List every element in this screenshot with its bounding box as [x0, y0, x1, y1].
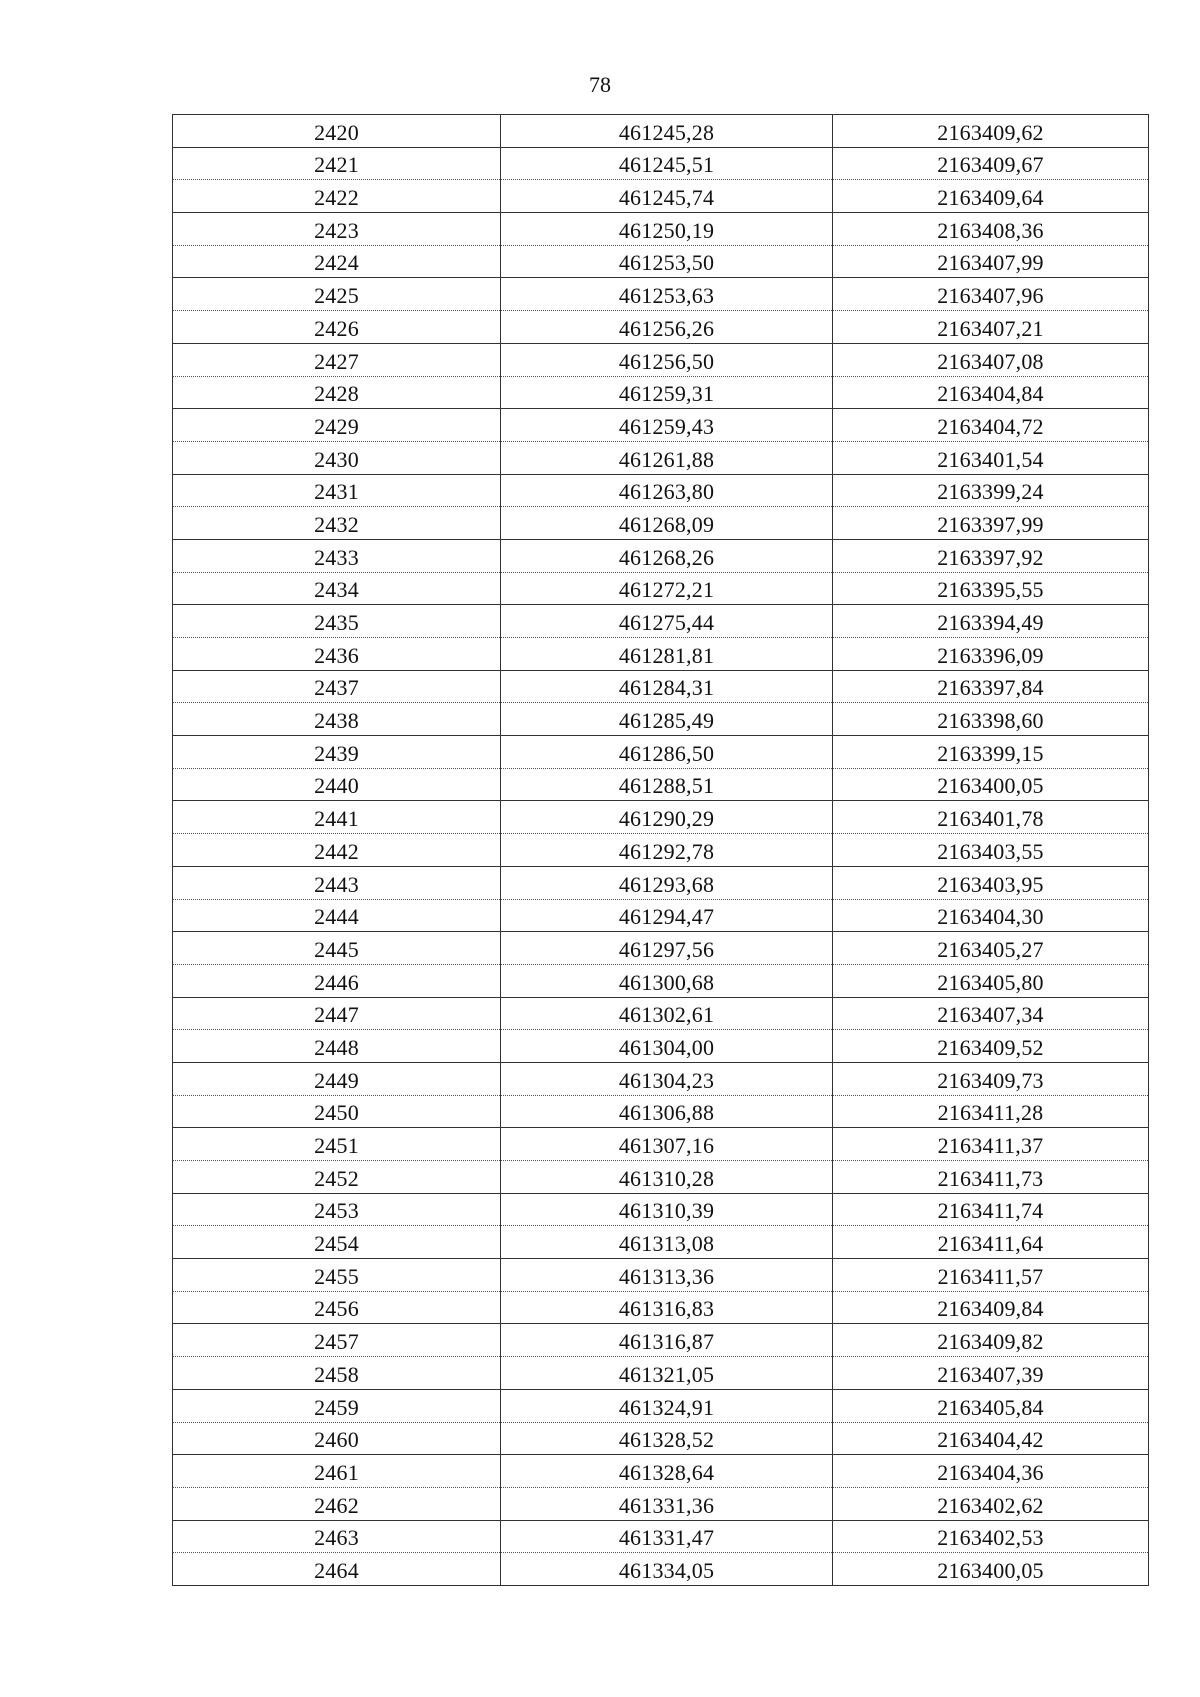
x-coordinate-cell: 461300,68	[501, 964, 833, 997]
x-coordinate-cell: 461253,50	[501, 245, 833, 278]
point-number-cell: 2438	[173, 703, 501, 736]
table-row	[173, 1062, 1149, 1095]
point-number-cell: 2447	[173, 997, 501, 1030]
y-coordinate-cell: 2163411,37	[833, 1128, 1149, 1161]
table-row	[173, 1095, 1149, 1128]
table-row	[173, 1161, 1149, 1194]
point-number-cell: 2440	[173, 768, 501, 801]
y-coordinate-cell: 2163403,95	[833, 866, 1149, 899]
table-row	[173, 736, 1149, 769]
y-coordinate-cell: 2163409,84	[833, 1291, 1149, 1324]
y-coordinate-cell: 2163411,28	[833, 1095, 1149, 1128]
x-coordinate-cell: 461256,50	[501, 343, 833, 376]
x-coordinate-cell: 461293,68	[501, 866, 833, 899]
x-coordinate-cell: 461245,74	[501, 180, 833, 213]
table-row	[173, 311, 1149, 344]
point-number-cell: 2449	[173, 1062, 501, 1095]
table-row	[173, 213, 1149, 246]
point-number-cell: 2424	[173, 245, 501, 278]
y-coordinate-cell: 2163404,36	[833, 1455, 1149, 1488]
coordinates-table-body	[173, 115, 1149, 1586]
y-coordinate-cell: 2163399,24	[833, 474, 1149, 507]
table-row	[173, 997, 1149, 1030]
point-number-cell: 2448	[173, 1030, 501, 1063]
table-row	[173, 115, 1149, 148]
table-row	[173, 572, 1149, 605]
y-coordinate-cell: 2163405,80	[833, 964, 1149, 997]
table-row	[173, 409, 1149, 442]
point-number-cell: 2457	[173, 1324, 501, 1357]
x-coordinate-cell: 461316,87	[501, 1324, 833, 1357]
table-row	[173, 1259, 1149, 1292]
point-number-cell: 2445	[173, 932, 501, 965]
y-coordinate-cell: 2163400,05	[833, 1553, 1149, 1586]
table-row	[173, 1291, 1149, 1324]
x-coordinate-cell: 461288,51	[501, 768, 833, 801]
table-row	[173, 1324, 1149, 1357]
table-row	[173, 343, 1149, 376]
y-coordinate-cell: 2163411,57	[833, 1259, 1149, 1292]
x-coordinate-cell: 461304,23	[501, 1062, 833, 1095]
table-row	[173, 964, 1149, 997]
x-coordinate-cell: 461292,78	[501, 834, 833, 867]
x-coordinate-cell: 461268,09	[501, 507, 833, 540]
table-row	[173, 703, 1149, 736]
y-coordinate-cell: 2163404,84	[833, 376, 1149, 409]
point-number-cell: 2444	[173, 899, 501, 932]
point-number-cell: 2455	[173, 1259, 501, 1292]
y-coordinate-cell: 2163402,53	[833, 1520, 1149, 1553]
point-number-cell: 2427	[173, 343, 501, 376]
y-coordinate-cell: 2163401,78	[833, 801, 1149, 834]
y-coordinate-cell: 2163407,99	[833, 245, 1149, 278]
table-row	[173, 1520, 1149, 1553]
y-coordinate-cell: 2163405,27	[833, 932, 1149, 965]
table-row	[173, 801, 1149, 834]
y-coordinate-cell: 2163407,96	[833, 278, 1149, 311]
x-coordinate-cell: 461310,39	[501, 1193, 833, 1226]
y-coordinate-cell: 2163411,64	[833, 1226, 1149, 1259]
table-row	[173, 670, 1149, 703]
point-number-cell: 2423	[173, 213, 501, 246]
y-coordinate-cell: 2163399,15	[833, 736, 1149, 769]
table-row	[173, 1455, 1149, 1488]
point-number-cell: 2422	[173, 180, 501, 213]
point-number-cell: 2434	[173, 572, 501, 605]
y-coordinate-cell: 2163396,09	[833, 638, 1149, 671]
table-row	[173, 1389, 1149, 1422]
x-coordinate-cell: 461245,51	[501, 147, 833, 180]
x-coordinate-cell: 461307,16	[501, 1128, 833, 1161]
table-row	[173, 245, 1149, 278]
table-row	[173, 1553, 1149, 1586]
x-coordinate-cell: 461259,31	[501, 376, 833, 409]
x-coordinate-cell: 461331,36	[501, 1487, 833, 1520]
point-number-cell: 2433	[173, 539, 501, 572]
table-row	[173, 1128, 1149, 1161]
x-coordinate-cell: 461334,05	[501, 1553, 833, 1586]
page-number: 78	[589, 72, 611, 97]
y-coordinate-cell: 2163411,74	[833, 1193, 1149, 1226]
table-row	[173, 932, 1149, 965]
y-coordinate-cell: 2163403,55	[833, 834, 1149, 867]
x-coordinate-cell: 461290,29	[501, 801, 833, 834]
point-number-cell: 2464	[173, 1553, 501, 1586]
x-coordinate-cell: 461275,44	[501, 605, 833, 638]
table-row	[173, 1422, 1149, 1455]
table-row	[173, 376, 1149, 409]
table-row	[173, 638, 1149, 671]
table-row	[173, 834, 1149, 867]
y-coordinate-cell: 2163404,72	[833, 409, 1149, 442]
x-coordinate-cell: 461250,19	[501, 213, 833, 246]
y-coordinate-cell: 2163409,52	[833, 1030, 1149, 1063]
point-number-cell: 2451	[173, 1128, 501, 1161]
point-number-cell: 2441	[173, 801, 501, 834]
x-coordinate-cell: 461261,88	[501, 441, 833, 474]
x-coordinate-cell: 461281,81	[501, 638, 833, 671]
y-coordinate-cell: 2163407,34	[833, 997, 1149, 1030]
point-number-cell: 2462	[173, 1487, 501, 1520]
y-coordinate-cell: 2163404,30	[833, 899, 1149, 932]
y-coordinate-cell: 2163404,42	[833, 1422, 1149, 1455]
point-number-cell: 2431	[173, 474, 501, 507]
y-coordinate-cell: 2163409,73	[833, 1062, 1149, 1095]
x-coordinate-cell: 461321,05	[501, 1357, 833, 1390]
y-coordinate-cell: 2163409,67	[833, 147, 1149, 180]
x-coordinate-cell: 461328,52	[501, 1422, 833, 1455]
point-number-cell: 2446	[173, 964, 501, 997]
x-coordinate-cell: 461253,63	[501, 278, 833, 311]
x-coordinate-cell: 461304,00	[501, 1030, 833, 1063]
x-coordinate-cell: 461310,28	[501, 1161, 833, 1194]
table-row	[173, 180, 1149, 213]
x-coordinate-cell: 461284,31	[501, 670, 833, 703]
y-coordinate-cell: 2163407,21	[833, 311, 1149, 344]
x-coordinate-cell: 461297,56	[501, 932, 833, 965]
coordinates-table	[172, 114, 1149, 1586]
x-coordinate-cell: 461286,50	[501, 736, 833, 769]
x-coordinate-cell: 461256,26	[501, 311, 833, 344]
table-row	[173, 474, 1149, 507]
x-coordinate-cell: 461285,49	[501, 703, 833, 736]
point-number-cell: 2452	[173, 1161, 501, 1194]
point-number-cell: 2456	[173, 1291, 501, 1324]
point-number-cell: 2421	[173, 147, 501, 180]
point-number-cell: 2437	[173, 670, 501, 703]
x-coordinate-cell: 461294,47	[501, 899, 833, 932]
table-row	[173, 147, 1149, 180]
x-coordinate-cell: 461245,28	[501, 115, 833, 148]
table-row	[173, 768, 1149, 801]
x-coordinate-cell: 461324,91	[501, 1389, 833, 1422]
point-number-cell: 2432	[173, 507, 501, 540]
table-row	[173, 605, 1149, 638]
x-coordinate-cell: 461313,08	[501, 1226, 833, 1259]
table-row	[173, 507, 1149, 540]
point-number-cell: 2425	[173, 278, 501, 311]
x-coordinate-cell: 461268,26	[501, 539, 833, 572]
x-coordinate-cell: 461272,21	[501, 572, 833, 605]
table-row	[173, 866, 1149, 899]
y-coordinate-cell: 2163402,62	[833, 1487, 1149, 1520]
y-coordinate-cell: 2163408,36	[833, 213, 1149, 246]
y-coordinate-cell: 2163394,49	[833, 605, 1149, 638]
table-row	[173, 1357, 1149, 1390]
x-coordinate-cell: 461328,64	[501, 1455, 833, 1488]
point-number-cell: 2439	[173, 736, 501, 769]
point-number-cell: 2453	[173, 1193, 501, 1226]
y-coordinate-cell: 2163397,92	[833, 539, 1149, 572]
point-number-cell: 2435	[173, 605, 501, 638]
point-number-cell: 2430	[173, 441, 501, 474]
table-row	[173, 1030, 1149, 1063]
y-coordinate-cell: 2163405,84	[833, 1389, 1149, 1422]
table-row	[173, 1487, 1149, 1520]
table-row	[173, 539, 1149, 572]
table-row	[173, 899, 1149, 932]
x-coordinate-cell: 461259,43	[501, 409, 833, 442]
table-row	[173, 1226, 1149, 1259]
point-number-cell: 2459	[173, 1389, 501, 1422]
y-coordinate-cell: 2163397,84	[833, 670, 1149, 703]
point-number-cell: 2426	[173, 311, 501, 344]
x-coordinate-cell: 461302,61	[501, 997, 833, 1030]
point-number-cell: 2420	[173, 115, 501, 148]
y-coordinate-cell: 2163397,99	[833, 507, 1149, 540]
y-coordinate-cell: 2163400,05	[833, 768, 1149, 801]
x-coordinate-cell: 461331,47	[501, 1520, 833, 1553]
x-coordinate-cell: 461313,36	[501, 1259, 833, 1292]
point-number-cell: 2458	[173, 1357, 501, 1390]
y-coordinate-cell: 2163407,08	[833, 343, 1149, 376]
y-coordinate-cell: 2163409,62	[833, 115, 1149, 148]
table-row	[173, 441, 1149, 474]
point-number-cell: 2463	[173, 1520, 501, 1553]
y-coordinate-cell: 2163398,60	[833, 703, 1149, 736]
y-coordinate-cell: 2163407,39	[833, 1357, 1149, 1390]
table-row	[173, 278, 1149, 311]
x-coordinate-cell: 461316,83	[501, 1291, 833, 1324]
point-number-cell: 2429	[173, 409, 501, 442]
point-number-cell: 2443	[173, 866, 501, 899]
point-number-cell: 2442	[173, 834, 501, 867]
point-number-cell: 2454	[173, 1226, 501, 1259]
y-coordinate-cell: 2163409,64	[833, 180, 1149, 213]
table-row	[173, 1193, 1149, 1226]
y-coordinate-cell: 2163401,54	[833, 441, 1149, 474]
x-coordinate-cell: 461306,88	[501, 1095, 833, 1128]
y-coordinate-cell: 2163411,73	[833, 1161, 1149, 1194]
x-coordinate-cell: 461263,80	[501, 474, 833, 507]
point-number-cell: 2460	[173, 1422, 501, 1455]
y-coordinate-cell: 2163395,55	[833, 572, 1149, 605]
point-number-cell: 2428	[173, 376, 501, 409]
point-number-cell: 2461	[173, 1455, 501, 1488]
y-coordinate-cell: 2163409,82	[833, 1324, 1149, 1357]
point-number-cell: 2450	[173, 1095, 501, 1128]
point-number-cell: 2436	[173, 638, 501, 671]
